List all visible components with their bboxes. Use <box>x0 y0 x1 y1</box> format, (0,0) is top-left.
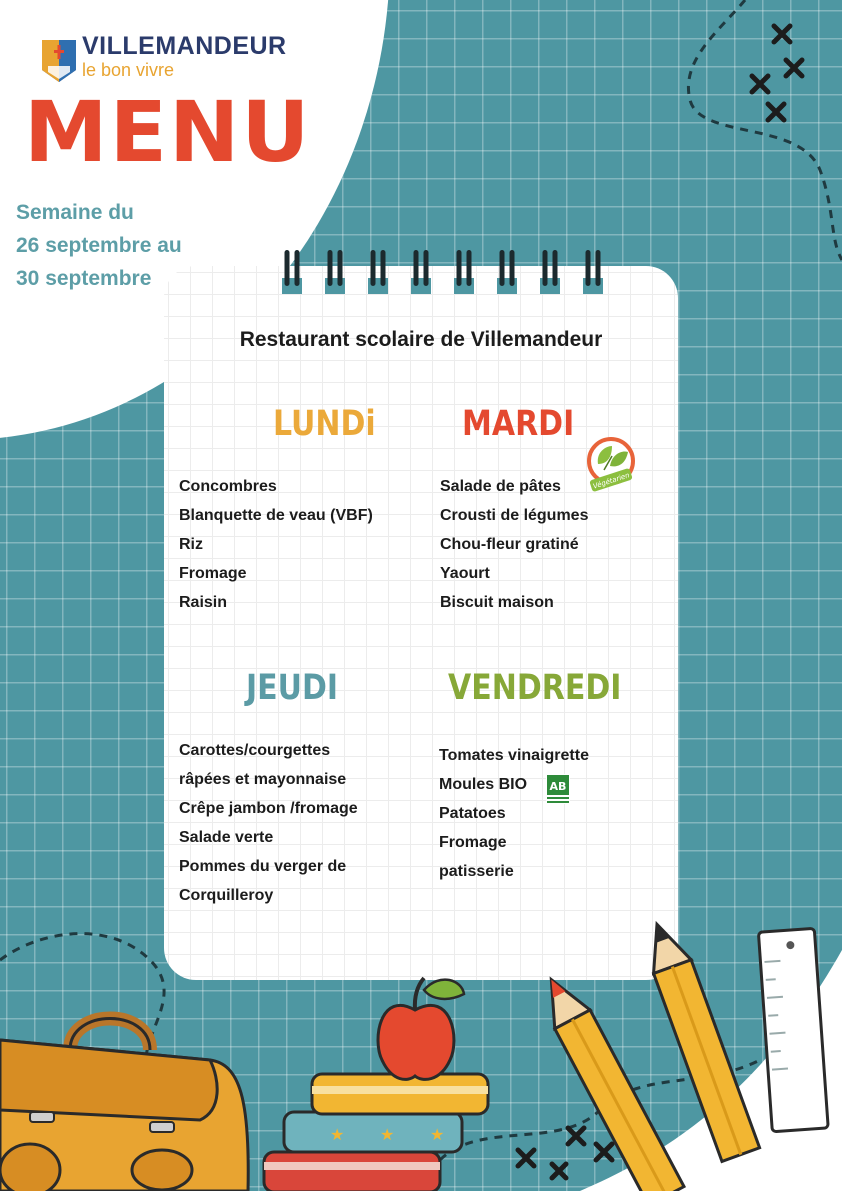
pencil-icon-right <box>638 918 759 1162</box>
menu-item: Pommes du verger de <box>179 858 347 875</box>
day-title-jeudi: JEUDI <box>246 668 339 709</box>
menu-item: Corquilleroy <box>179 887 274 904</box>
menu-item: Patatoes <box>439 805 506 822</box>
ruler-icon <box>758 928 828 1131</box>
school-bag-icon <box>0 1019 248 1191</box>
svg-text:★: ★ <box>330 1125 345 1144</box>
menu-item: Biscuit maison <box>440 594 554 611</box>
menu-title: MENU <box>24 83 312 181</box>
menu-item: Raisin <box>179 594 228 611</box>
menu-item: Riz <box>179 536 203 553</box>
svg-text:★: ★ <box>380 1125 395 1144</box>
restaurant-title: Restaurant scolaire de Villemandeur <box>239 328 603 351</box>
bio-badge-label: AB <box>549 780 567 793</box>
menu-item: Fromage <box>439 834 507 851</box>
menu-item: Salade de pâtes <box>440 478 561 495</box>
brand-name: VILLEMANDEUR <box>82 32 287 60</box>
day-title-mardi: MARDI <box>462 404 575 445</box>
day-title-vendredi: VENDREDI <box>448 668 622 709</box>
menu-item: Blanquette de veau (VBF) <box>179 507 373 524</box>
menu-item: Moules BIO <box>439 776 528 793</box>
book-stack-icon <box>264 1074 488 1191</box>
brand-tagline: le bon vivre <box>82 60 175 80</box>
menu-item: Salade verte <box>179 829 274 846</box>
menu-item: Tomates vinaigrette <box>439 747 589 764</box>
menu-item: Yaourt <box>440 565 490 582</box>
menu-item: Carottes/courgettes <box>179 742 331 759</box>
day-title-lundi: LUNDi <box>273 404 376 445</box>
menu-item: Crousti de légumes <box>440 507 589 524</box>
menu-item: Concombres <box>179 478 277 495</box>
menu-item: Crêpe jambon /fromage <box>179 800 358 817</box>
menu-item: râpées et mayonnaise <box>179 771 347 788</box>
vegetarian-badge-label: Végétarien <box>591 471 631 491</box>
week-line-3: 30 septembre <box>16 267 152 290</box>
apple-icon <box>378 978 464 1079</box>
week-line-2: 26 septembre au <box>16 234 182 257</box>
pencil-icon-left <box>534 970 684 1191</box>
week-line-1: Semaine du <box>16 201 134 224</box>
svg-text:★: ★ <box>430 1125 445 1144</box>
menu-item: Chou-fleur gratiné <box>440 536 579 553</box>
menu-item: Fromage <box>179 565 247 582</box>
menu-item: patisserie <box>439 863 514 880</box>
